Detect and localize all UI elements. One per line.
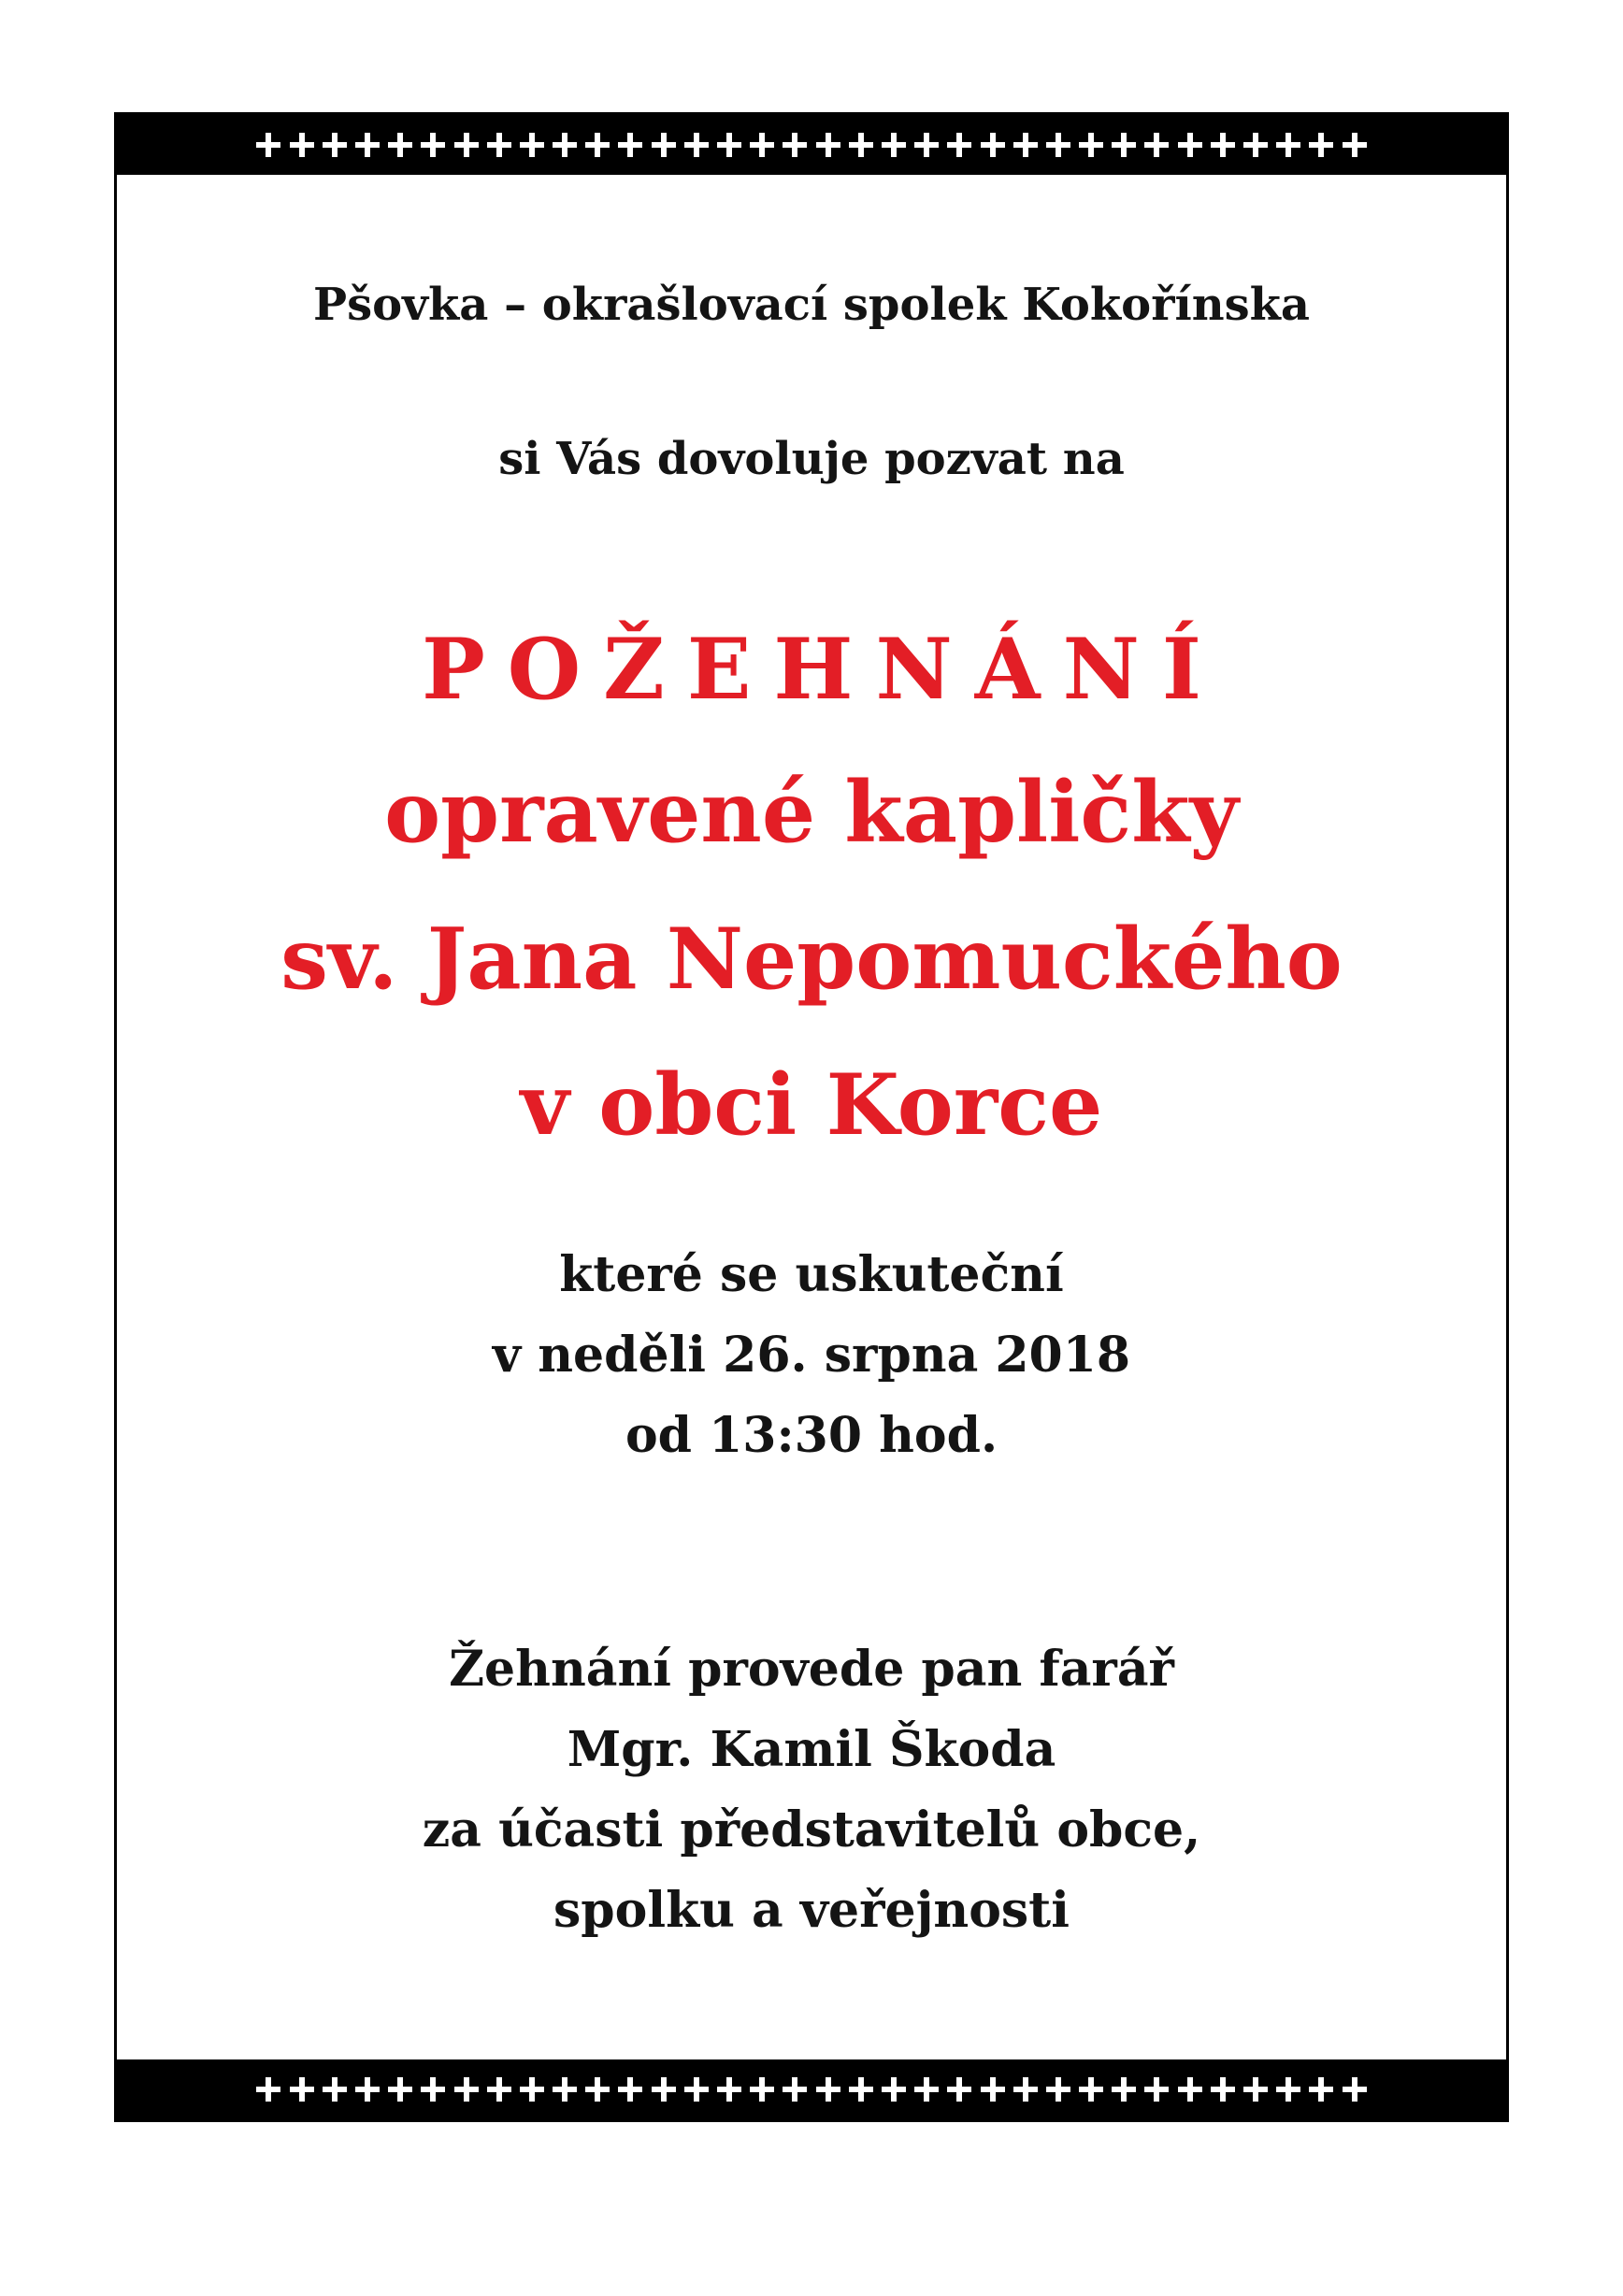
cross-icon	[816, 133, 840, 157]
bottom-cross-band	[117, 2059, 1506, 2119]
cross-icon	[1178, 133, 1202, 157]
cross-icon	[388, 2077, 412, 2102]
blessing-line: Žehnání provede pan farář	[449, 1641, 1174, 1698]
cross-icon	[652, 2077, 676, 2102]
cross-icon	[487, 2077, 511, 2102]
cross-icon	[1144, 2077, 1169, 2102]
cross-icon	[684, 133, 709, 157]
cross-icon	[1046, 133, 1070, 157]
cross-icon	[1309, 133, 1333, 157]
cross-icon	[717, 2077, 741, 2102]
cross-icon	[1243, 133, 1268, 157]
cross-icon	[914, 2077, 939, 2102]
cross-icon	[1343, 133, 1367, 157]
cross-icon	[783, 2077, 807, 2102]
organizer-line: Pšovka – okrašlovací spolek Kokořínska	[312, 279, 1310, 331]
priest-name: Mgr. Kamil Škoda	[567, 1721, 1056, 1778]
cross-icon	[421, 2077, 445, 2102]
cross-icon	[585, 2077, 610, 2102]
top-cross-band	[117, 115, 1506, 175]
cross-icon	[1112, 2077, 1136, 2102]
cross-icon	[1276, 2077, 1300, 2102]
cross-icon	[1243, 2077, 1268, 2102]
cross-icon	[652, 133, 676, 157]
cross-icon	[553, 133, 577, 157]
cross-icon	[816, 2077, 840, 2102]
subtitle-line: opravené kapličky	[384, 763, 1239, 862]
event-time: od 13:30 hod.	[625, 1407, 998, 1464]
cross-icon	[1079, 133, 1103, 157]
cross-icon	[520, 133, 544, 157]
cross-icon	[618, 133, 642, 157]
cross-icon	[323, 2077, 347, 2102]
blessing-line: za účasti představitelů obce,	[422, 1801, 1201, 1858]
poster-frame	[114, 112, 1509, 2122]
cross-icon	[290, 2077, 314, 2102]
cross-icon	[1178, 2077, 1202, 2102]
subtitle-line: sv. Jana Nepomuckého	[280, 910, 1343, 1009]
cross-icon	[1144, 133, 1169, 157]
cross-icon	[783, 133, 807, 157]
cross-icon	[750, 133, 774, 157]
cross-icon	[421, 133, 445, 157]
cross-icon	[882, 133, 906, 157]
event-date: v neděli 26. srpna 2018	[492, 1327, 1131, 1384]
cross-row	[256, 2077, 1366, 2102]
cross-icon	[454, 133, 479, 157]
cross-icon	[553, 2077, 577, 2102]
cross-icon	[717, 133, 741, 157]
cross-icon	[882, 2077, 906, 2102]
cross-icon	[355, 2077, 380, 2102]
cross-icon	[1112, 133, 1136, 157]
cross-icon	[388, 133, 412, 157]
cross-icon	[1309, 2077, 1333, 2102]
cross-icon	[981, 133, 1005, 157]
event-line: které se uskuteční	[559, 1246, 1064, 1303]
cross-icon	[947, 133, 971, 157]
blessing-line: spolku a veřejnosti	[553, 1882, 1070, 1939]
cross-icon	[1079, 2077, 1103, 2102]
cross-icon	[684, 2077, 709, 2102]
cross-icon	[487, 133, 511, 157]
cross-icon	[914, 133, 939, 157]
cross-icon	[323, 133, 347, 157]
cross-icon	[849, 133, 873, 157]
cross-icon	[1046, 2077, 1070, 2102]
cross-icon	[618, 2077, 642, 2102]
cross-icon	[256, 2077, 280, 2102]
cross-icon	[256, 133, 280, 157]
cross-icon	[1343, 2077, 1367, 2102]
invitation-line: si Vás dovoluje pozvat na	[498, 433, 1125, 485]
poster-title: POŽEHNÁNÍ	[422, 620, 1224, 719]
cross-icon	[1013, 133, 1038, 157]
cross-icon	[947, 2077, 971, 2102]
cross-icon	[849, 2077, 873, 2102]
cross-icon	[1211, 133, 1235, 157]
cross-row	[256, 133, 1366, 157]
cross-icon	[520, 2077, 544, 2102]
cross-icon	[1211, 2077, 1235, 2102]
cross-icon	[355, 133, 380, 157]
cross-icon	[290, 133, 314, 157]
cross-icon	[454, 2077, 479, 2102]
subtitle-line: v obci Korce	[520, 1055, 1103, 1155]
cross-icon	[1276, 133, 1300, 157]
cross-icon	[981, 2077, 1005, 2102]
cross-icon	[1013, 2077, 1038, 2102]
cross-icon	[585, 133, 610, 157]
cross-icon	[750, 2077, 774, 2102]
